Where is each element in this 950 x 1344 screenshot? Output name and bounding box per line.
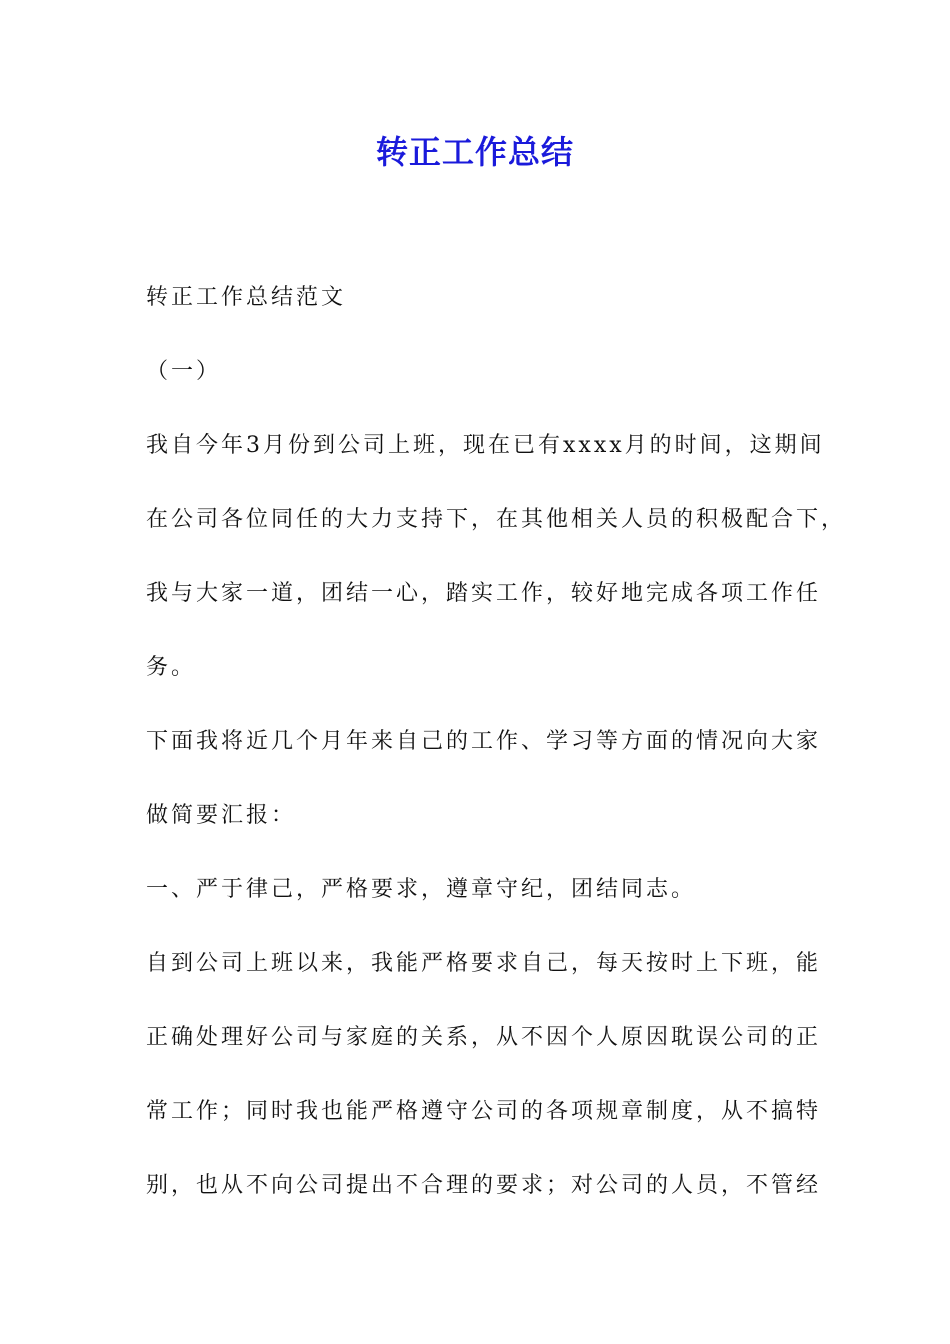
paragraph-line: 我与大家一道，团结一心，踏实工作，较好地完成各项工作任 — [146, 581, 822, 606]
section-number-line: （一） — [146, 359, 222, 384]
paragraph-line: 下面我将近几个月年来自己的工作、学习等方面的情况向大家 — [146, 729, 822, 754]
paragraph-line: 自到公司上班以来，我能严格要求自己，每天按时上下班，能 — [146, 951, 822, 976]
paragraph-line: 做简要汇报： — [146, 803, 297, 828]
paragraph-line: 别，也从不向公司提出不合理的要求；对公司的人员，不管经 — [146, 1173, 822, 1198]
paragraph-line: 在公司各位同任的大力支持下，在其他相关人员的积极配合下， — [146, 507, 847, 532]
paragraph-line: 我自今年3月份到公司上班，现在已有xxxx月的时间，这期间 — [146, 433, 825, 458]
page-title: 转正工作总结 — [375, 133, 574, 171]
paragraph-line: 务。 — [146, 655, 197, 680]
subtitle-line: 转正工作总结范文 — [146, 285, 347, 310]
section-heading-line: 一、严于律己，严格要求，遵章守纪，团结同志。 — [146, 877, 697, 902]
paragraph-line: 常工作；同时我也能严格遵守公司的各项规章制度，从不搞特 — [146, 1099, 822, 1124]
paragraph-line: 正确处理好公司与家庭的关系，从不因个人原因耽误公司的正 — [146, 1025, 822, 1050]
document-body — [146, 261, 847, 1223]
